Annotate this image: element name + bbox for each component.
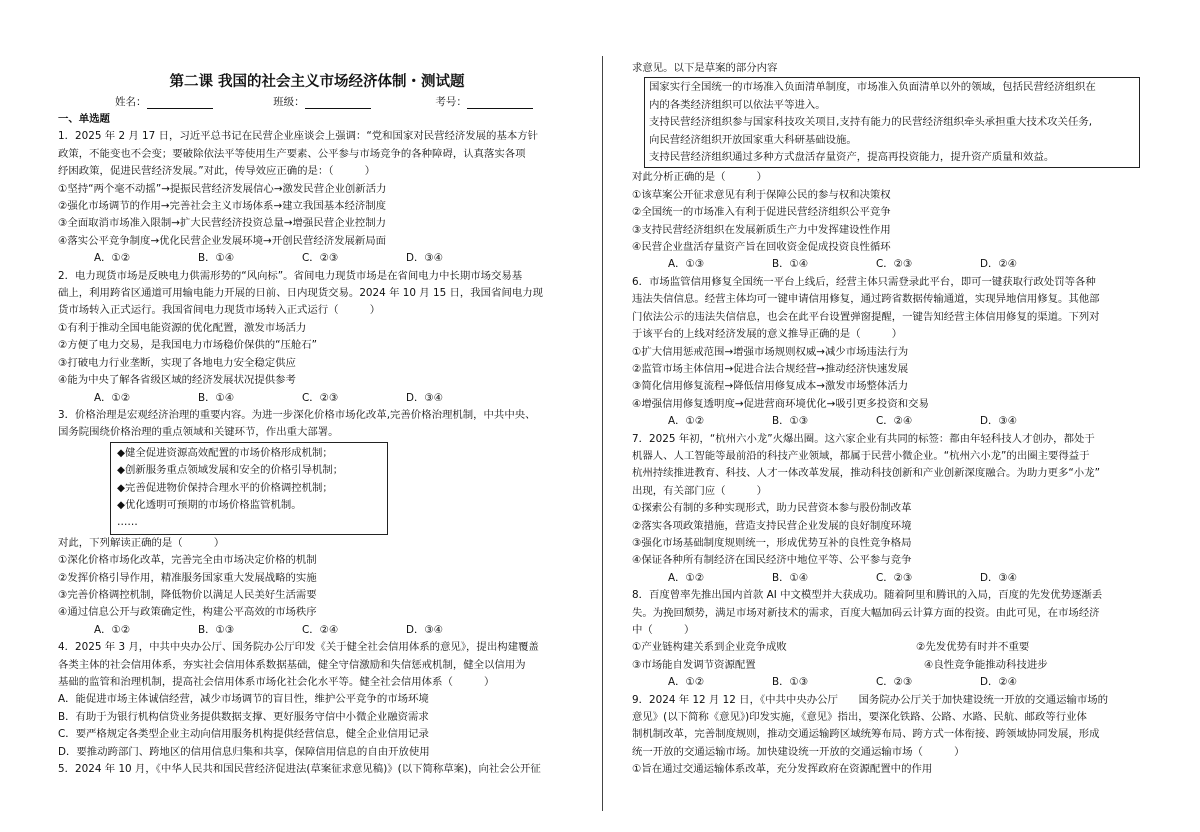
q3-item: ③完善价格调控机制，降低物价以满足人民美好生活需要 <box>58 588 317 601</box>
option-c[interactable]: C．②③ <box>876 258 913 271</box>
q1-item: ③全面取消市场准入限制→扩大民营经济投资总量→增强民营企业控制力 <box>58 217 387 230</box>
option-a[interactable]: A．①② <box>94 391 131 404</box>
q3-box-line: ◆优化透明可预期的市场价格监管机制。 <box>117 498 302 511</box>
q1-stem-line: 政策，不能变也不会变；要破除依法平等使用生产要素、公平参与市场竞争的各种障碍，认真落实各项 <box>58 147 526 160</box>
right-column <box>632 60 1140 779</box>
question-3 <box>58 407 576 639</box>
q5-item: ①该草案公开征求意见有利于保障公民的参与权和决策权 <box>632 188 891 201</box>
q5-options <box>632 256 1140 273</box>
q2-item: ②方便了电力交易，是我国电力市场稳价保供的“压舱石” <box>58 339 318 352</box>
question-9 <box>632 692 1140 779</box>
option-d[interactable]: D．②④ <box>980 676 1018 689</box>
q5-ask: 对此分析正确的是（ ） <box>632 171 768 184</box>
q6-item: ①扩大信用惩戒范围→增强市场规则权威→减少市场违法行为 <box>632 345 909 358</box>
q1-item: ②强化市场调节的作用→完善社会主义市场体系→建立我国基本经济制度 <box>58 200 387 213</box>
q9-stem-line: 制机制改革，完善制度规则，推动交通运输跨区域统筹布局、跨方式一体衔接、跨领域协同发展，形成 <box>632 728 1100 741</box>
q3-item: ②发挥价格引导作用，精准服务国家重大发展战略的实施 <box>58 571 317 584</box>
q3-ask: 对此，下列解读正确的是（ ） <box>58 536 225 549</box>
q8-item: ④良性竞争能推动科技进步 <box>924 658 1048 671</box>
q1-stem-line: 1．2025 年 2 月 17 日，习近平总书记在民营企业座谈会上强调：“党和国家对民营经济发展的基本方针 <box>58 130 539 143</box>
q4-option-b[interactable]: B．有助于为银行机构信贷业务提供数据支撑、更好服务守信中小微企业融资需求 <box>58 710 429 723</box>
q7-item: ③强化市场基础制度规则统一，形成优势互补的良性竞争格局 <box>632 536 912 549</box>
class-label: 班级： <box>273 96 305 108</box>
q2-options <box>58 390 576 407</box>
q8-options <box>632 674 1140 691</box>
option-c[interactable]: C．②③ <box>302 391 339 404</box>
q3-stem-line: 3．价格治理是宏观经济治理的重要内容。为进一步深化价格市场化改革,完善价格治理机制，中共中央、 <box>58 408 536 421</box>
question-2 <box>58 268 576 407</box>
q3-box-line: ◆完善促进物价保持合理水平的价格调控机制； <box>117 481 333 494</box>
q8-item: ②先发优势有时并不重要 <box>916 641 1030 654</box>
q6-item: ④增强信用修复透明度→促进营商环境优化→吸引更多投资和交易 <box>632 397 929 410</box>
q7-stem-line: 7．2025 年初，“杭州六小龙”火爆出圈。这六家企业有共同的标签：都由年轻科技人才创办，都处于 <box>632 432 1095 445</box>
q6-item: ③简化信用修复流程→降低信用修复成本→激发市场整体活力 <box>632 380 909 393</box>
number-field[interactable] <box>467 96 533 109</box>
option-d[interactable]: D．②④ <box>980 258 1018 271</box>
q8-item: ①产业链构建关系到企业竞争成败 <box>632 641 787 654</box>
q3-stem-line: 国务院围绕价格治理的重点领域和关键环节，作出重大部署。 <box>58 426 339 439</box>
q6-item: ②监管市场主体信用→促进合法合规经营→推动经济快速发展 <box>632 362 909 375</box>
q5-box-line: 支持民营经济组织参与国家科技攻关项目,支持有能力的民营经济组织牵头承担重大技术攻关任务, <box>649 116 1093 129</box>
q2-stem-line: 2．电力现货市场是反映电力供需形势的“风向标”。省间电力现货市场是在省间电力中长期市场交易基 <box>58 269 523 282</box>
q2-item: ③打破电力行业垄断，实现了各地电力安全稳定供应 <box>58 356 296 369</box>
option-d[interactable]: D．③④ <box>406 252 444 265</box>
q8-item-row <box>632 657 1140 674</box>
q8-stem-line: 8．百度曾率先推出国内首款 AI 中文模型并大获成功。随着阿里和腾讯的入局，百度的先发优势逐渐丢 <box>632 589 1103 602</box>
q9-stem-line: 9．2024 年 12 月 12 日，《中共中央办公厅 国务院办公厅关于加快建设统一开放的交通运输市场的 <box>632 693 1109 706</box>
q3-options <box>58 622 576 639</box>
q4-stem-line: 各类主体的社会信用体系，夯实社会信用体系数据基础，健全守信激励和失信惩戒机制，健全以信用为 <box>58 658 526 671</box>
q5-box-line: 支持民营经济组织通过多种方式盘活存量资产，提高再投资能力，提升资产质量和效益。 <box>649 151 1055 164</box>
q3-box-line: ◆创新服务重点领域发展和安全的价格引导机制； <box>117 464 344 477</box>
option-b[interactable]: B．①④ <box>198 391 235 404</box>
q1-item: ①坚持“两个毫不动摇”→提振民营经济发展信心→激发民营企业创新活力 <box>58 182 387 195</box>
option-a[interactable]: A．①② <box>94 252 131 265</box>
q6-stem-line: 违法失信信息。经营主体均可一键申请信用修复，通过跨省数据传输通道，实现异地信用修复。其他部 <box>632 293 1100 306</box>
option-b[interactable]: B．①④ <box>198 252 235 265</box>
q5-item: ④民营企业盘活存量资产旨在回收资金促成投资良性循环 <box>632 241 891 254</box>
q2-stem-line: 货市场转入正式运行。我国省间电力现货市场转入正式运行（ ） <box>58 304 381 317</box>
q5-box-line: 向民营经济组织开放国家重大科研基础设施。 <box>649 133 857 146</box>
q3-box-line: ◆健全促进资源高效配置的市场价格形成机制； <box>117 446 333 459</box>
q5-box-line: 内的各类经济组织可以依法平等进入。 <box>649 98 826 111</box>
option-a[interactable]: A．①② <box>668 676 705 689</box>
q8-stem-line: 失。为挽回颓势，满足市场对新技术的需求，百度大幅加码云计算方面的投资。由此可见，在市场经济 <box>632 606 1100 619</box>
q1-options <box>58 250 576 267</box>
option-b[interactable]: B．①③ <box>772 676 809 689</box>
q2-item: ①有利于推动全国电能资源的优化配置，激发市场活力 <box>58 321 307 334</box>
question-1 <box>58 128 576 267</box>
q4-stem-line: 4．2025 年 3 月，中共中央办公厅、国务院办公厅印发《关于健全社会信用体系的意见》，提出构建覆盖 <box>58 641 539 654</box>
q3-item: ④通过信息公开与政策确定性，构建公平高效的市场秩序 <box>58 606 317 619</box>
name-label: 姓名： <box>115 96 147 108</box>
q4-option-c[interactable]: C．要严格规定各类型企业主动向信用服务机构提供经营信息，健全企业信用记录 <box>58 728 429 741</box>
option-b[interactable]: B．①④ <box>772 571 809 584</box>
q4-stem-line: 基础的监管和治理机制，提高社会信用体系市场化社会化水平等。健全社会信用体系（ ） <box>58 676 495 688</box>
left-column <box>58 111 576 778</box>
q5-box-line: 国家实行全国统一的市场准入负面清单制度，市场准入负面清单以外的领域，包括民营经济组织在 <box>649 81 1096 94</box>
q1-stem-line: 纾困政策，促进民营经济发展。”对此，传导效应正确的是：（ ） <box>58 165 376 178</box>
q4-option-d[interactable]: D．要推动跨部门、跨地区的信用信息归集和共享，保障信用信息的自由开放使用 <box>58 745 430 758</box>
q6-stem-line: 6．市场监管信用修复全国统一平台上线后，经营主体只需登录此平台，即可一键获取行政处罚等各种 <box>632 275 1096 288</box>
option-b[interactable]: B．①④ <box>772 258 809 271</box>
option-a[interactable]: A．①② <box>668 415 705 428</box>
question-6 <box>632 274 1140 431</box>
q3-item: ①深化价格市场化改革，完善完全由市场决定价格的机制 <box>58 554 317 567</box>
option-c[interactable]: C．②③ <box>876 571 913 584</box>
option-a[interactable]: A．①② <box>94 623 131 636</box>
class-field[interactable] <box>305 96 371 109</box>
question-4 <box>58 639 576 761</box>
option-d[interactable]: D．③④ <box>406 391 444 404</box>
q8-item: ③市场能自发调节资源配置 <box>632 658 756 671</box>
q6-options <box>632 413 1140 430</box>
q6-stem-line: 门依法公示的违法失信信息，也会在此平台设置弹窗提醒，一键告知经营主体信用修复的渠道。下列对 <box>632 310 1100 323</box>
option-c[interactable]: C．②④ <box>876 415 913 428</box>
q5-material-box <box>644 77 1140 168</box>
q3-box-line: …… <box>117 516 138 529</box>
q2-stem-line: 础上，利用跨省区通道可用输电能力开展的日前、日内现货交易。2024 年 10 月 15 日，我国省间电力现 <box>58 287 544 300</box>
name-field[interactable] <box>147 96 213 109</box>
q7-options <box>632 570 1140 587</box>
q5-item: ②全国统一的市场准入有利于促进民营经济组织公平竞争 <box>632 206 891 219</box>
question-5-start <box>58 761 576 778</box>
q6-stem-line: 于该平台的上线对经济发展的意义推导正确的是（ ） <box>632 328 903 341</box>
q5-item: ③支持民营经济组织在发展新质生产力中发挥建设性作用 <box>632 223 891 236</box>
page-title: 第二课 我国的社会主义市场经济体制・测试题 <box>169 74 465 90</box>
q9-stem-line: 意见》(以下简称《意见》)印发实施，《意见》指出，要深化铁路、公路、水路、民航、邮政等行业体 <box>632 711 1087 724</box>
q7-stem-line: 机器人、人工智能等最前沿的科技产业领域，都属于民营小微企业。“杭州六小龙”的出圈主要得益于 <box>632 449 1090 462</box>
q7-item: ②落实各项政策措施，营造支持民营企业发展的良好制度环境 <box>632 519 912 532</box>
number-label: 考号： <box>435 96 467 108</box>
q4-option-a[interactable]: A．能促进市场主体诚信经营，减少市场调节的盲目性，维护公平竞争的市场环境 <box>58 693 429 706</box>
option-a[interactable]: A．①③ <box>668 258 705 271</box>
question-7 <box>632 431 1140 588</box>
q7-item: ④保证各种所有制经济在国民经济中地位平等、公平参与竞争 <box>632 554 912 567</box>
option-d[interactable]: D．③④ <box>980 571 1018 584</box>
column-divider <box>602 56 603 811</box>
option-a[interactable]: A．①② <box>668 571 705 584</box>
q5-stem-cont: 求意见。以下是草案的部分内容 <box>632 62 778 74</box>
student-info <box>115 94 533 109</box>
q7-item: ①探索公有制的多种实现形式，助力民营资本参与股份制改革 <box>632 502 912 515</box>
q9-item: ①旨在通过交通运输体系改革，充分发挥政府在资源配置中的作用 <box>632 763 933 776</box>
option-b[interactable]: B．①③ <box>198 623 235 636</box>
section-heading: 一、单选题 <box>58 113 110 125</box>
option-c[interactable]: C．②③ <box>302 252 339 265</box>
option-c[interactable]: C．②③ <box>876 676 913 689</box>
q8-item-row <box>632 639 1140 656</box>
q7-stem-line: 杭州持续推进教育、科技、人才一体改革发展，推动科技创新和产业创新深度融合。为助力更多“小龙” <box>632 467 1100 480</box>
q3-material-box <box>110 442 388 535</box>
q8-stem-line: 中（ ） <box>632 624 695 636</box>
q1-item: ④落实公平竞争制度→优化民营企业发展环境→开创民营经济发展新局面 <box>58 234 387 247</box>
question-8 <box>632 587 1140 691</box>
q5-stem-line: 5．2024 年 10 月，《中华人民共和国民营经济促进法(草案征求意见稿)》(以下简称草案)，向社会公开征 <box>58 763 541 776</box>
q7-stem-line: 出现，有关部门应（ ） <box>632 484 768 497</box>
option-b[interactable]: B．①③ <box>772 415 809 428</box>
option-d[interactable]: D．③④ <box>406 623 444 636</box>
q2-item: ④能为中央了解各省级区域的经济发展状况提供参考 <box>58 374 296 387</box>
option-c[interactable]: C．②④ <box>302 623 339 636</box>
option-d[interactable]: D．③④ <box>980 415 1018 428</box>
q9-stem-line: 统一开放的交通运输市场。加快建设统一开放的交通运输市场（ ） <box>632 745 965 758</box>
